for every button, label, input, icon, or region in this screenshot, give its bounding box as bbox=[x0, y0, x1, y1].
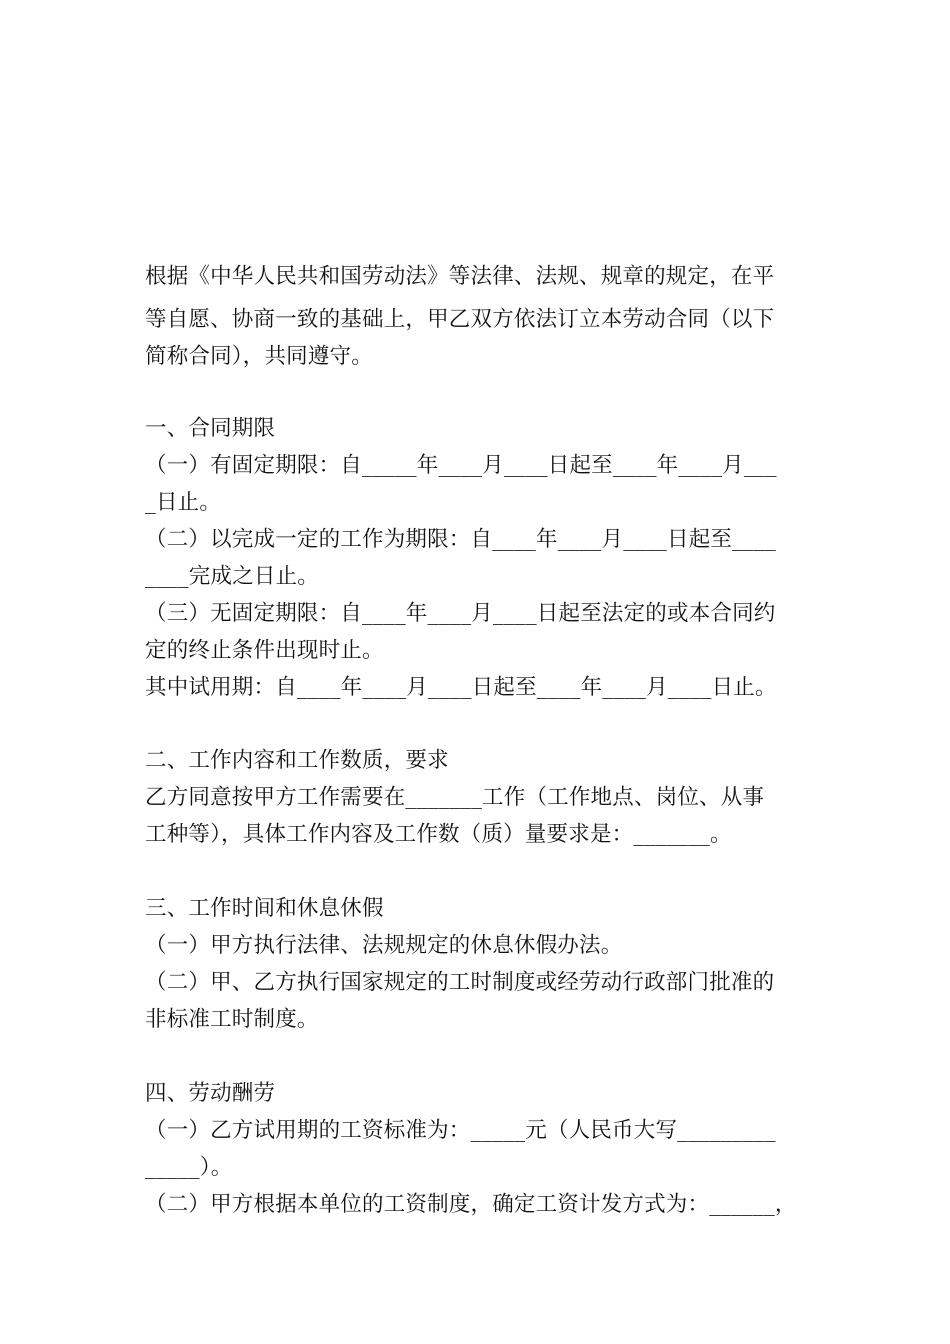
section-1-item-3-line-2: 定的终止条件出现时止。 bbox=[145, 638, 384, 663]
section-3-item-2-line-1: （二）甲、乙方执行国家规定的工时制度或经劳动行政部门批准的 bbox=[145, 970, 775, 995]
section-1-probation: 其中试用期：自____年____月____日起至____年____月____日止。 bbox=[145, 675, 777, 700]
preamble-line-2: 等自愿、协商一致的基础上，甲乙双方依法订立本劳动合同（以下 bbox=[145, 307, 775, 332]
preamble-line-3: 简称合同），共同遵守。 bbox=[145, 344, 373, 369]
section-1-item-2-line-1: （二）以完成一定的工作为期限：自____年____月____日起至____ bbox=[145, 527, 776, 552]
section-4-item-2-line-1: （二）甲方根据本单位的工资制度，确定工资计发方式为：______， bbox=[145, 1192, 797, 1217]
section-2-heading: 二、工作内容和工作数质，要求 bbox=[145, 748, 449, 773]
section-1-item-3-line-1: （三）无固定期限：自____年____月____日起至法定的或本合同约 bbox=[145, 601, 776, 626]
section-4-heading: 四、劳动酬劳 bbox=[145, 1081, 276, 1106]
section-3-item-2-line-2: 非标准工时制度。 bbox=[145, 1007, 319, 1032]
section-3-heading: 三、工作时间和休息休假 bbox=[145, 896, 384, 921]
section-1-item-1-line-1: （一）有固定期限：自_____年____月____日起至____年____月___ bbox=[145, 453, 777, 478]
section-2-line-1: 乙方同意按甲方工作需要在_______工作（工作地点、岗位、从事 bbox=[145, 785, 765, 810]
section-1-item-1-line-2: _日止。 bbox=[145, 490, 222, 515]
section-4-item-1-line-1: （一）乙方试用期的工资标准为：_____元（人民币大写_________ bbox=[145, 1118, 776, 1143]
preamble-line-1: 根据《中华人民共和国劳动法》等法律、法规、规章的规定，在平 bbox=[145, 264, 775, 289]
section-3-item-1: （一）甲方执行法律、法规规定的休息休假办法。 bbox=[145, 933, 623, 958]
section-2-line-2: 工种等），具体工作内容及工作数（质）量要求是：_______。 bbox=[145, 822, 732, 847]
section-1-heading: 一、合同期限 bbox=[145, 416, 276, 441]
section-1-item-2-line-2: ____完成之日止。 bbox=[145, 564, 320, 589]
section-4-item-1-line-2: _____）。 bbox=[145, 1155, 233, 1180]
